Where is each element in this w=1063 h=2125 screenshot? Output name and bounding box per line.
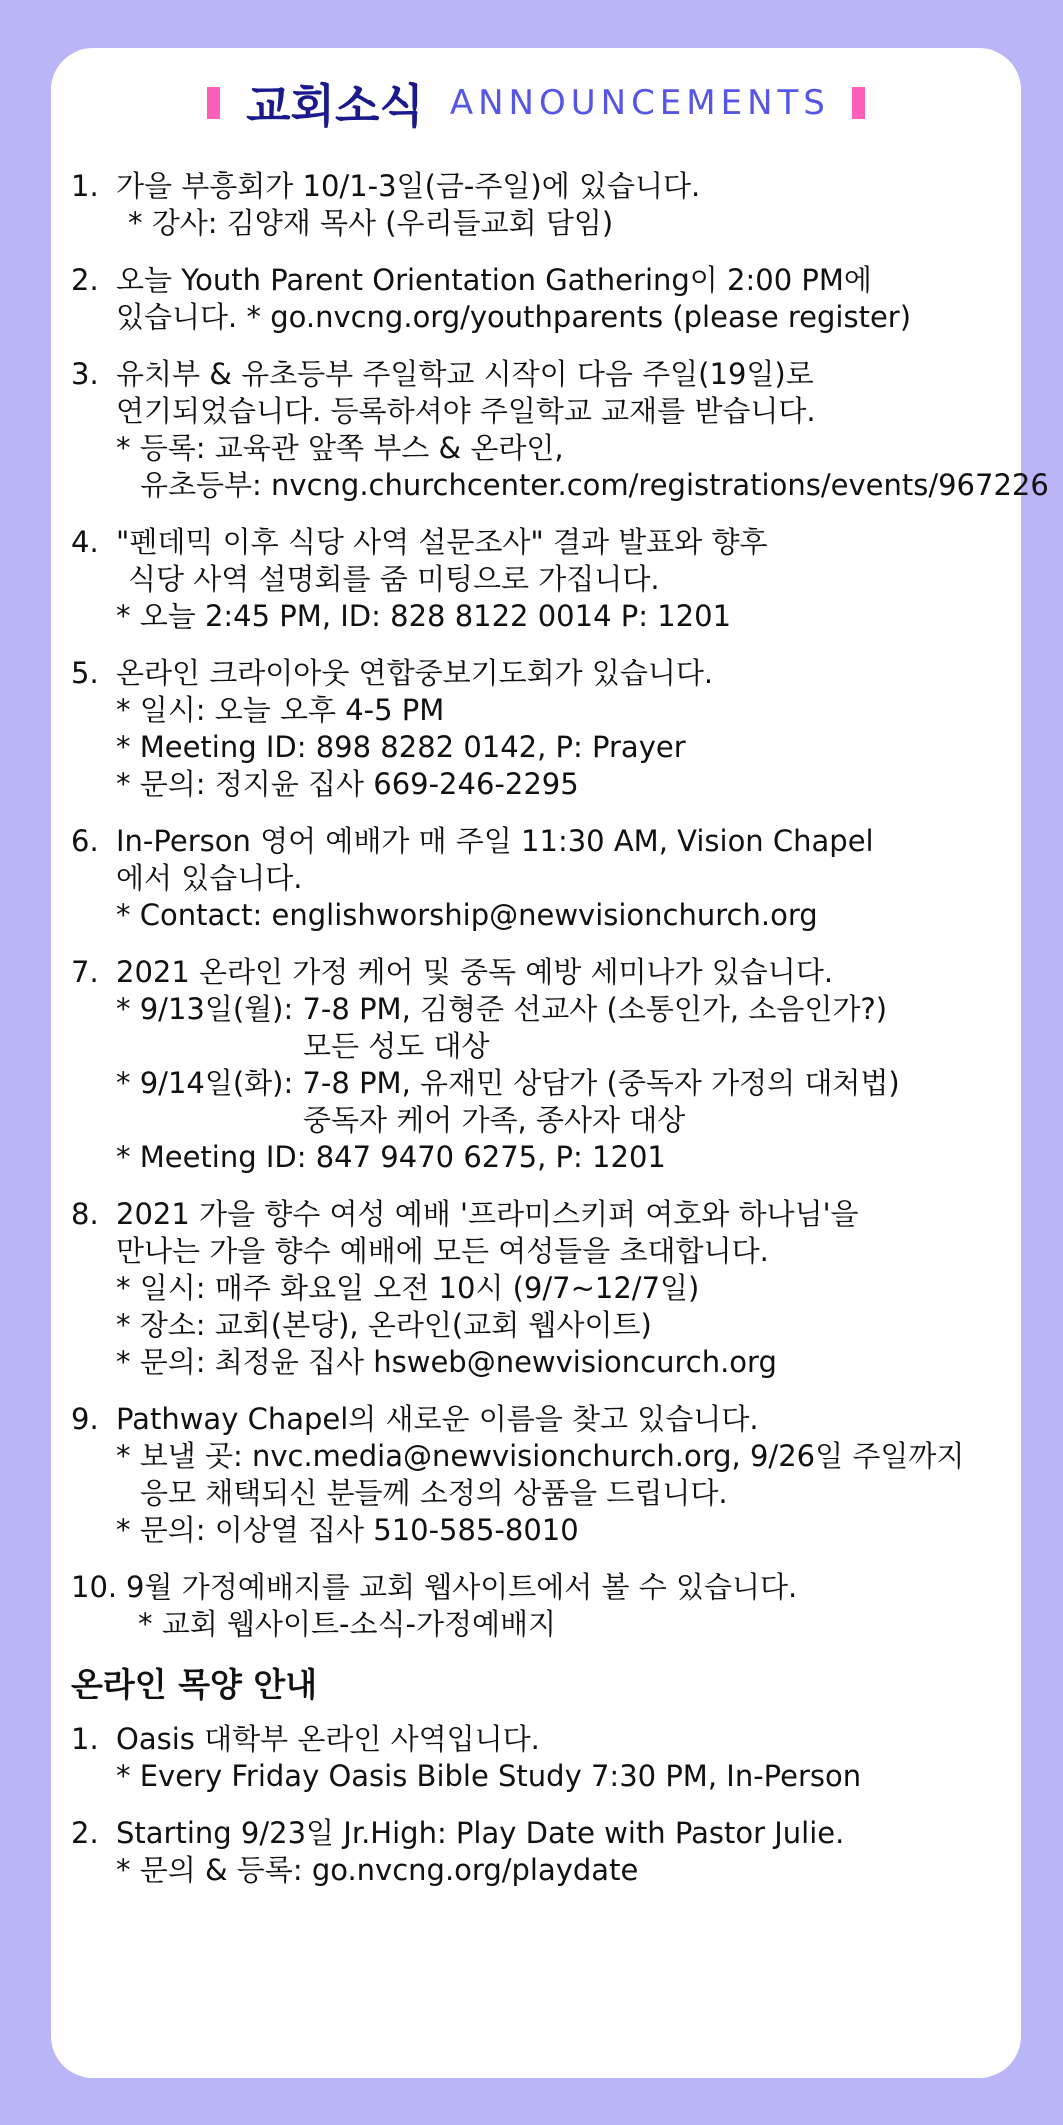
item-line: In-Person 영어 예배가 매 주일 11:30 AM, Vision Chapel: [116, 824, 874, 858]
item-line: * 9/14일(화): 7-8 PM, 유재민 상담가 (중독자 가정의 대처법): [116, 1066, 900, 1100]
online-item: [71, 1815, 1016, 1889]
item-number: 6.: [71, 824, 99, 858]
item-line: * 교회 웹사이트-소식-가정예배지: [138, 1607, 557, 1641]
title-english: ANNOUNCEMENTS: [449, 83, 830, 123]
header: [51, 68, 1021, 138]
item-line: * Meeting ID: 898 8282 0142, P: Prayer: [116, 730, 686, 764]
item-line: 9월 가정예배지를 교회 웹사이트에서 볼 수 있습니다.: [126, 1570, 798, 1604]
item-number: 1.: [71, 169, 99, 203]
item-line: * 보낼 곳: nvc.media@newvisionchurch.org, 9/26일 주일까지: [116, 1439, 965, 1473]
item-number: 5.: [71, 656, 99, 690]
item-number: 10.: [71, 1570, 118, 1604]
item-line: * 강사: 김양재 목사 (우리들교회 담임): [128, 206, 614, 240]
item-line: 유치부 & 유초등부 주일학교 시작이 다음 주일(19일)로: [116, 357, 814, 391]
item-line: 가을 부흥회가 10/1-3일(금-주일)에 있습니다.: [116, 169, 701, 203]
item-line: 응모 채택되신 분들께 소정의 상품을 드립니다.: [140, 1476, 728, 1510]
item-number: 7.: [71, 955, 99, 989]
item-number: 8.: [71, 1197, 99, 1231]
item-line: 연기되었습니다. 등록하셔야 주일학교 교재를 받습니다.: [116, 394, 816, 428]
item-line: * 일시: 오늘 오후 4-5 PM: [116, 693, 445, 727]
item-line: 2021 가을 향수 여성 예배 '프라미스키퍼 여호와 하나님'을: [116, 1197, 859, 1231]
item-line: * 문의: 이상열 집사 510-585-8010: [116, 1513, 579, 1547]
item-line: 에서 있습니다.: [116, 861, 303, 895]
item-line: * 일시: 매주 화요일 오전 10시 (9/7~12/7일): [116, 1271, 700, 1305]
item-line: 오늘 Youth Parent Orientation Gathering이 2:00 PM에: [116, 263, 872, 297]
left-bar-decoration: [207, 87, 220, 119]
item-line: * 9/13일(월): 7-8 PM, 김형준 선교사 (소통인가, 소음인가?): [116, 992, 888, 1026]
item-line: 유초등부: nvcng.churchcenter.com/registrations/events/967226: [140, 468, 1049, 502]
item-line: 있습니다. * go.nvcng.org/youthparents (please register): [116, 300, 912, 334]
item-line: * Meeting ID: 847 9470 6275, P: 1201: [116, 1140, 666, 1174]
announcement-item: [71, 1401, 1016, 1549]
announcement-item: [71, 823, 1016, 934]
item-line: Oasis 대학부 온라인 사역입니다.: [116, 1722, 540, 1756]
item-number: 4.: [71, 525, 99, 559]
item-line: Pathway Chapel의 새로운 이름을 찾고 있습니다.: [116, 1402, 759, 1436]
online-item: [71, 1721, 1016, 1795]
item-line: * Contact: englishworship@newvisionchurch.org: [116, 898, 818, 932]
item-line: 2021 온라인 가정 케어 및 중독 예방 세미나가 있습니다.: [116, 955, 834, 989]
item-line: 온라인 크라이아웃 연합중보기도회가 있습니다.: [116, 656, 714, 690]
announcement-item: [71, 954, 1016, 1176]
item-number: 2.: [71, 263, 99, 297]
announcement-item: [71, 168, 1016, 242]
item-line: * Every Friday Oasis Bible Study 7:30 PM, In-Person: [116, 1759, 862, 1793]
bulletin-card: [51, 48, 1049, 2078]
item-line: * 등록: 교육관 앞쪽 부스 & 온라인,: [116, 431, 564, 465]
item-line: Starting 9/23일 Jr.High: Play Date with Pastor Julie.: [116, 1816, 845, 1850]
item-line: * 문의: 최정윤 집사 hsweb@newvisioncurch.org: [116, 1345, 777, 1379]
announcement-item: [71, 655, 1016, 803]
right-bar-decoration: [852, 87, 865, 119]
announcement-item: [71, 524, 1016, 635]
item-number: 2.: [71, 1816, 99, 1850]
item-line: "펜데믹 이후 식당 사역 설문조사" 결과 발표와 향후: [116, 525, 768, 559]
item-line: * 오늘 2:45 PM, ID: 828 8122 0014 P: 1201: [116, 599, 732, 633]
item-line: 모든 성도 대상: [303, 1029, 490, 1063]
title-korean: 교회소식: [246, 79, 424, 133]
announcement-list: [71, 168, 1049, 1909]
announcement-item: [71, 1569, 1016, 1643]
item-line: 만나는 가을 향수 예배에 모든 여성들을 초대합니다.: [116, 1234, 769, 1268]
item-line: * 문의: 정지윤 집사 669-246-2295: [116, 767, 579, 801]
announcement-item: [71, 1196, 1016, 1381]
item-line: 식당 사역 설명회를 줌 미팅으로 가집니다.: [128, 562, 660, 596]
online-section-title: 온라인 목양 안내: [71, 1665, 318, 1704]
announcement-item: [71, 356, 1049, 504]
item-line: 중독자 케어 가족, 종사자 대상: [303, 1103, 686, 1137]
announcement-item: [71, 262, 1016, 336]
item-number: 9.: [71, 1402, 99, 1436]
item-number: 3.: [71, 357, 99, 391]
item-line: * 문의 & 등록: go.nvcng.org/playdate: [116, 1853, 639, 1887]
item-line: * 장소: 교회(본당), 온라인(교회 웹사이트): [116, 1308, 652, 1342]
item-number: 1.: [71, 1722, 99, 1756]
